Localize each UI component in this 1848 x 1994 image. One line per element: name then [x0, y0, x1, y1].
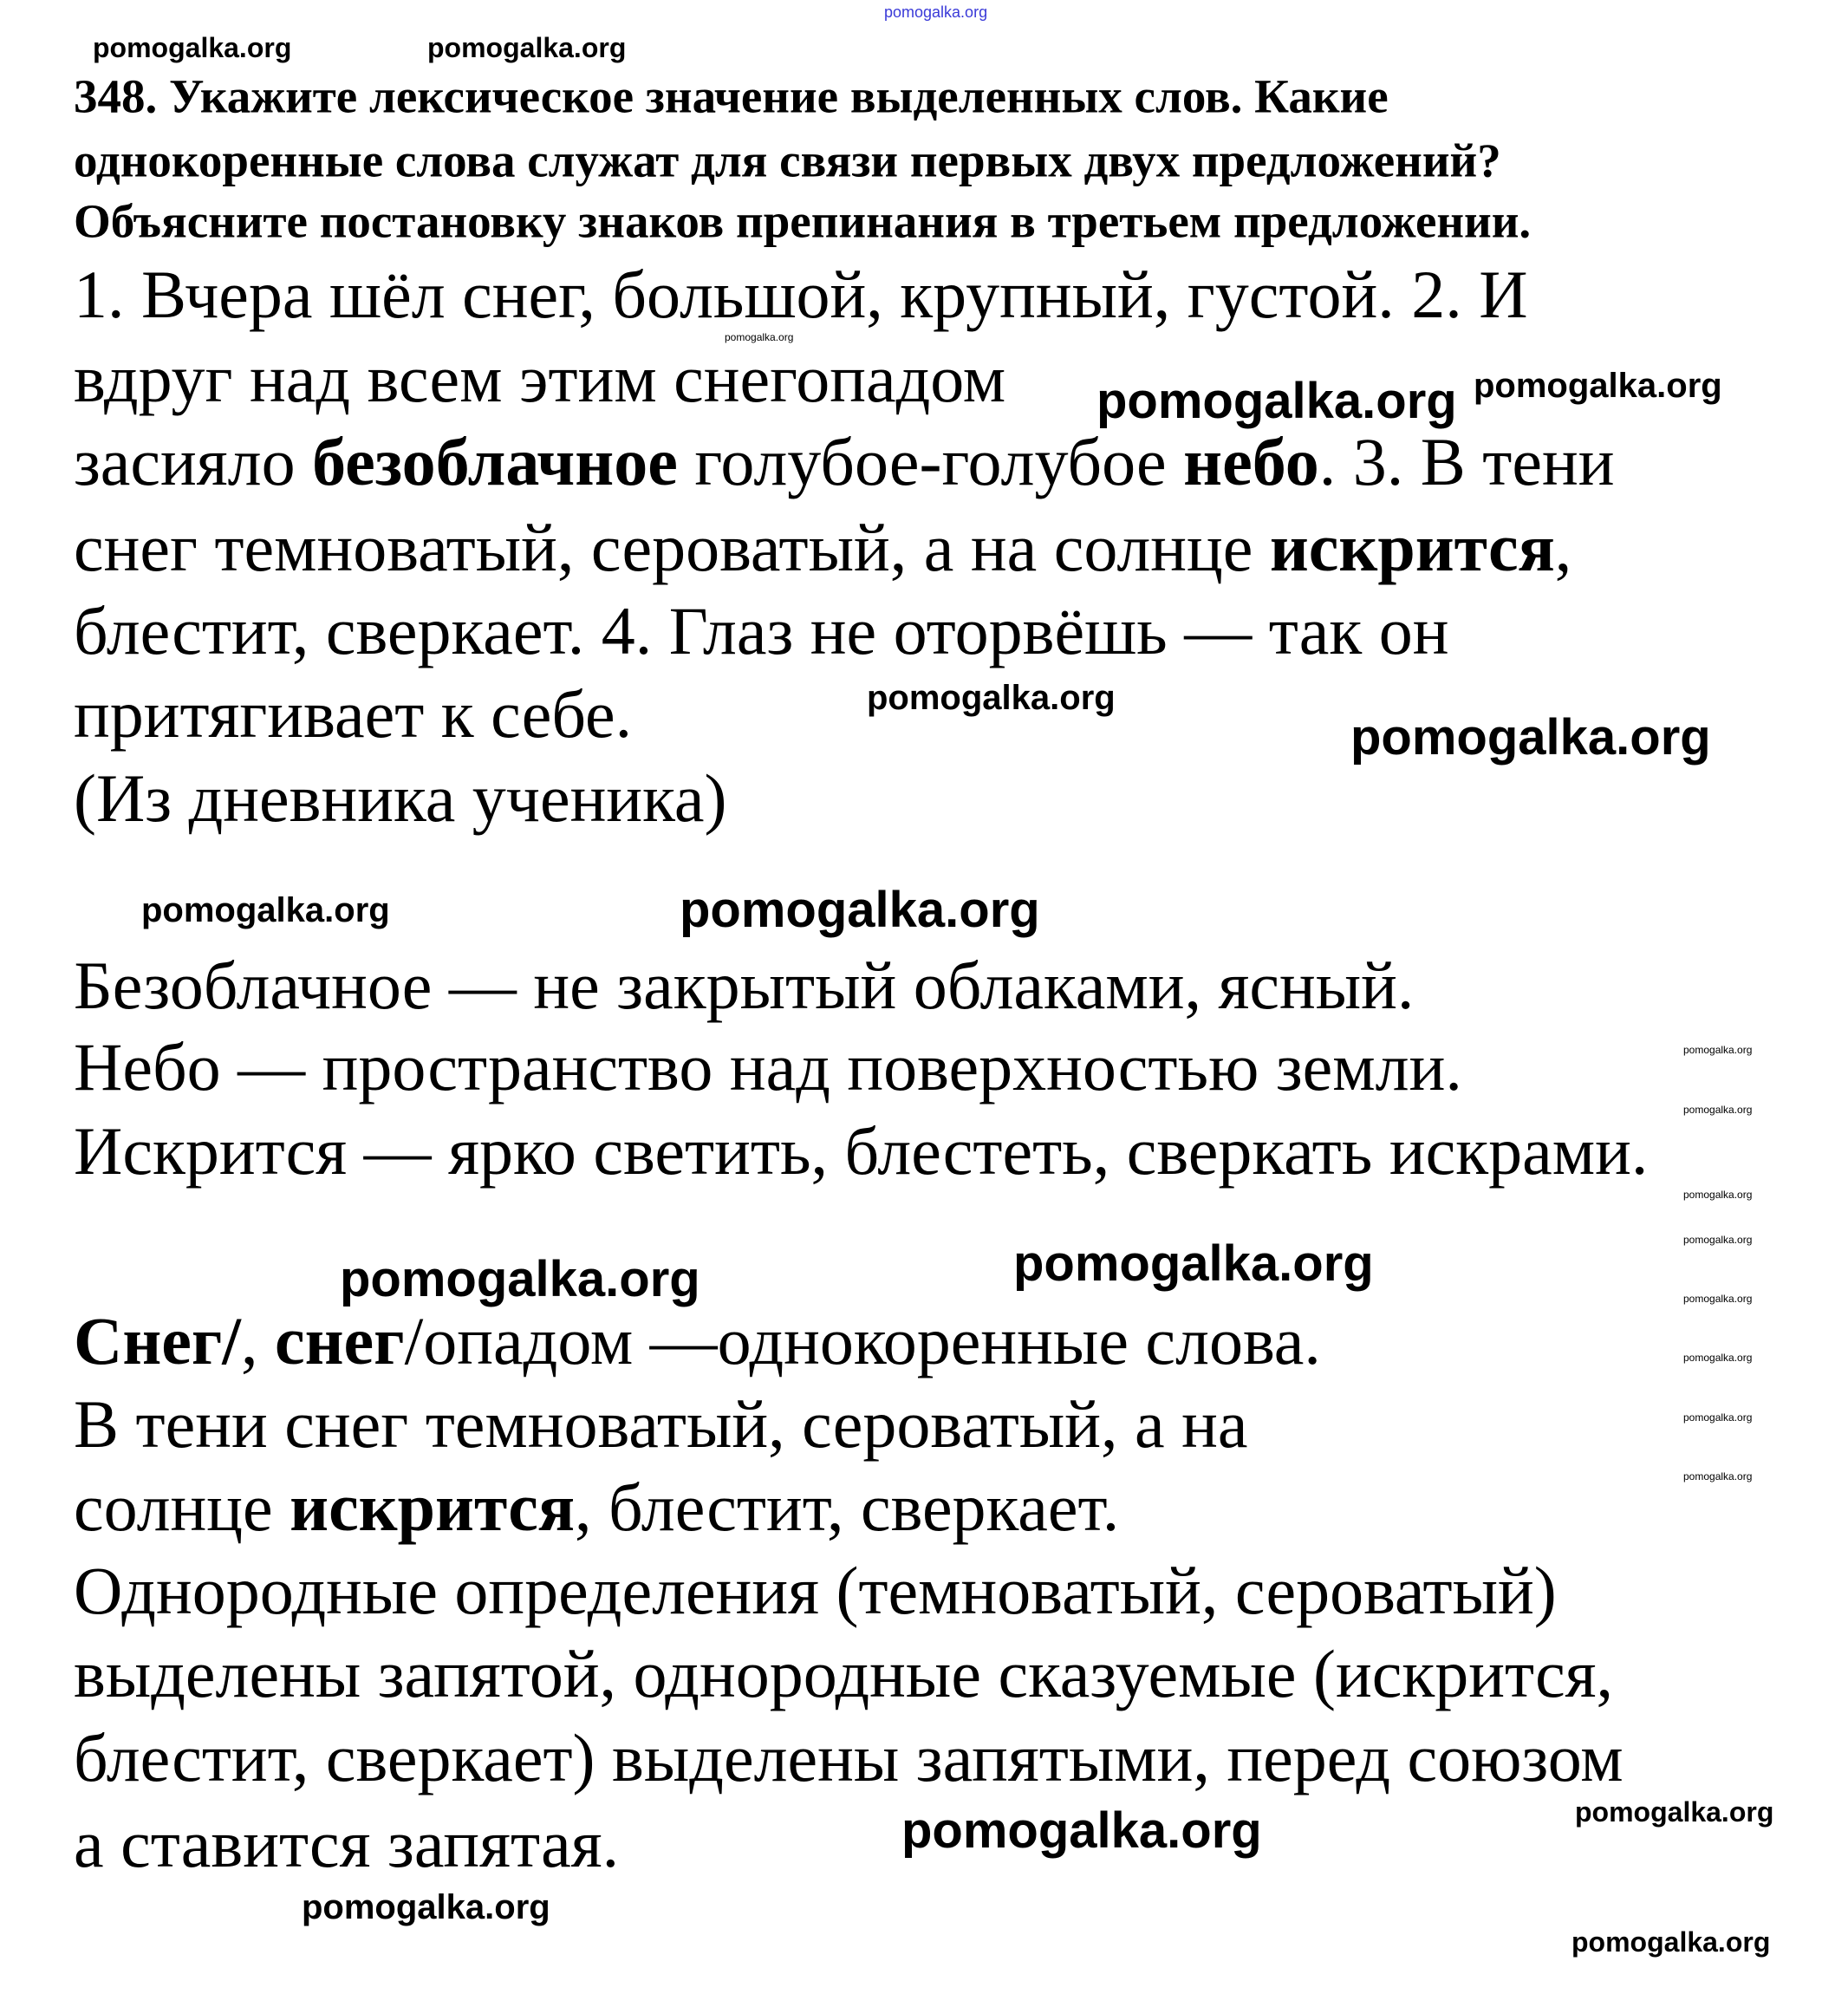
body-text-line — [74, 1469, 1120, 1545]
body-text-line — [74, 257, 1528, 332]
text-segment: а ставится запятая. — [74, 1806, 620, 1881]
watermark: pomogalka.org — [1683, 1044, 1753, 1056]
bold-text: искрится — [1269, 510, 1555, 585]
bold-text: Объясните постановку знаков препинания в третьем предложении. — [74, 194, 1532, 248]
body-text-line — [74, 1806, 620, 1881]
bold-text: искрится — [290, 1469, 576, 1545]
watermark: pomogalka.org — [884, 3, 988, 21]
body-text-line — [74, 1029, 1462, 1105]
text-segment: блестит, сверкает. 4. Глаз не оторвёшь — так он — [74, 593, 1449, 668]
body-text-line — [74, 424, 1615, 499]
body-text-line — [74, 676, 633, 752]
body-text-line — [74, 341, 1006, 416]
body-text-line — [74, 1113, 1649, 1189]
body-text-line — [74, 1636, 1614, 1711]
task-heading-line — [74, 194, 1532, 248]
text-segment: солнце — [74, 1469, 290, 1545]
text-segment: , — [240, 1303, 275, 1378]
text-segment: блестит, сверкает) выделены запятыми, перед союзом — [74, 1720, 1624, 1795]
watermark: pomogalka.org — [1683, 1293, 1753, 1305]
body-text-line — [74, 760, 727, 836]
text-segment: засияло — [74, 424, 313, 499]
bold-text: небо — [1183, 424, 1319, 499]
body-text-line — [74, 1303, 1321, 1378]
watermark: pomogalka.org — [1350, 709, 1711, 766]
body-text-line — [74, 1386, 1248, 1462]
text-segment: (Из дневника ученика) — [74, 760, 727, 836]
text-segment: Небо — пространство над поверхностью земли. — [74, 1029, 1462, 1105]
watermark: pomogalka.org — [340, 1251, 700, 1307]
watermark: pomogalka.org — [1013, 1235, 1374, 1292]
watermark: pomogalka.org — [680, 882, 1040, 938]
text-segment: голубое-голубое — [677, 424, 1184, 499]
watermark: pomogalka.org — [141, 891, 390, 929]
watermark: pomogalka.org — [1683, 1352, 1753, 1364]
text-segment: . 3. В тени — [1318, 424, 1615, 499]
text-segment: Искрится — ярко светить, блестеть, сверкать искрами. — [74, 1113, 1649, 1189]
watermark: pomogalka.org — [1683, 1411, 1753, 1424]
watermark: pomogalka.org — [302, 1888, 550, 1926]
watermark: pomogalka.org — [1474, 367, 1722, 405]
text-segment: /опадом —однокоренные слова. — [404, 1303, 1321, 1378]
watermark: pomogalka.org — [1096, 373, 1457, 429]
text-segment: выделены запятой, однородные сказуемые (искрится, — [74, 1636, 1614, 1711]
watermark: pomogalka.org — [427, 32, 627, 63]
body-text-line — [74, 593, 1449, 668]
task-heading-line — [74, 134, 1501, 187]
bold-text: безоблачное — [312, 424, 678, 499]
bold-text: снег — [274, 1303, 405, 1378]
watermark: pomogalka.org — [1683, 1189, 1753, 1201]
text-segment: вдруг над всем этим снегопадом — [74, 341, 1006, 416]
task-heading-line — [74, 69, 1389, 123]
body-text-line — [74, 1553, 1557, 1628]
text-segment: Однородные определения (темноватый, сероватый) — [74, 1553, 1557, 1628]
watermark: pomogalka.org — [725, 331, 794, 343]
text-segment: Безоблачное — не закрытый облаками, ясный. — [74, 948, 1415, 1023]
watermark: pomogalka.org — [93, 32, 292, 63]
bold-text: 348. Укажите лексическое значение выделенных слов. Какие — [74, 69, 1389, 123]
text-segment: 1. Вчера шёл снег, большой, крупный, густой. 2. И — [74, 257, 1528, 332]
text-segment: В тени снег темноватый, сероватый, а на — [74, 1386, 1248, 1462]
text-segment: снег темноватый, сероватый, а на солнце — [74, 510, 1270, 585]
watermark: pomogalka.org — [1575, 1796, 1774, 1828]
watermark: pomogalka.org — [1571, 1926, 1771, 1958]
watermark: pomogalka.org — [1683, 1234, 1753, 1246]
watermark: pomogalka.org — [1683, 1104, 1753, 1116]
text-segment: притягивает к себе. — [74, 676, 633, 752]
watermark: pomogalka.org — [867, 679, 1116, 717]
bold-text: Снег/ — [74, 1303, 241, 1378]
bold-text: однокоренные слова служат для связи первых двух предложений? — [74, 134, 1501, 187]
body-text-line — [74, 510, 1572, 585]
watermark: pomogalka.org — [901, 1802, 1262, 1859]
body-text-line — [74, 948, 1415, 1023]
text-segment: , блестит, сверкает. — [575, 1469, 1120, 1545]
watermark: pomogalka.org — [1683, 1470, 1753, 1482]
body-text-line — [74, 1720, 1624, 1795]
text-segment: , — [1554, 510, 1572, 585]
